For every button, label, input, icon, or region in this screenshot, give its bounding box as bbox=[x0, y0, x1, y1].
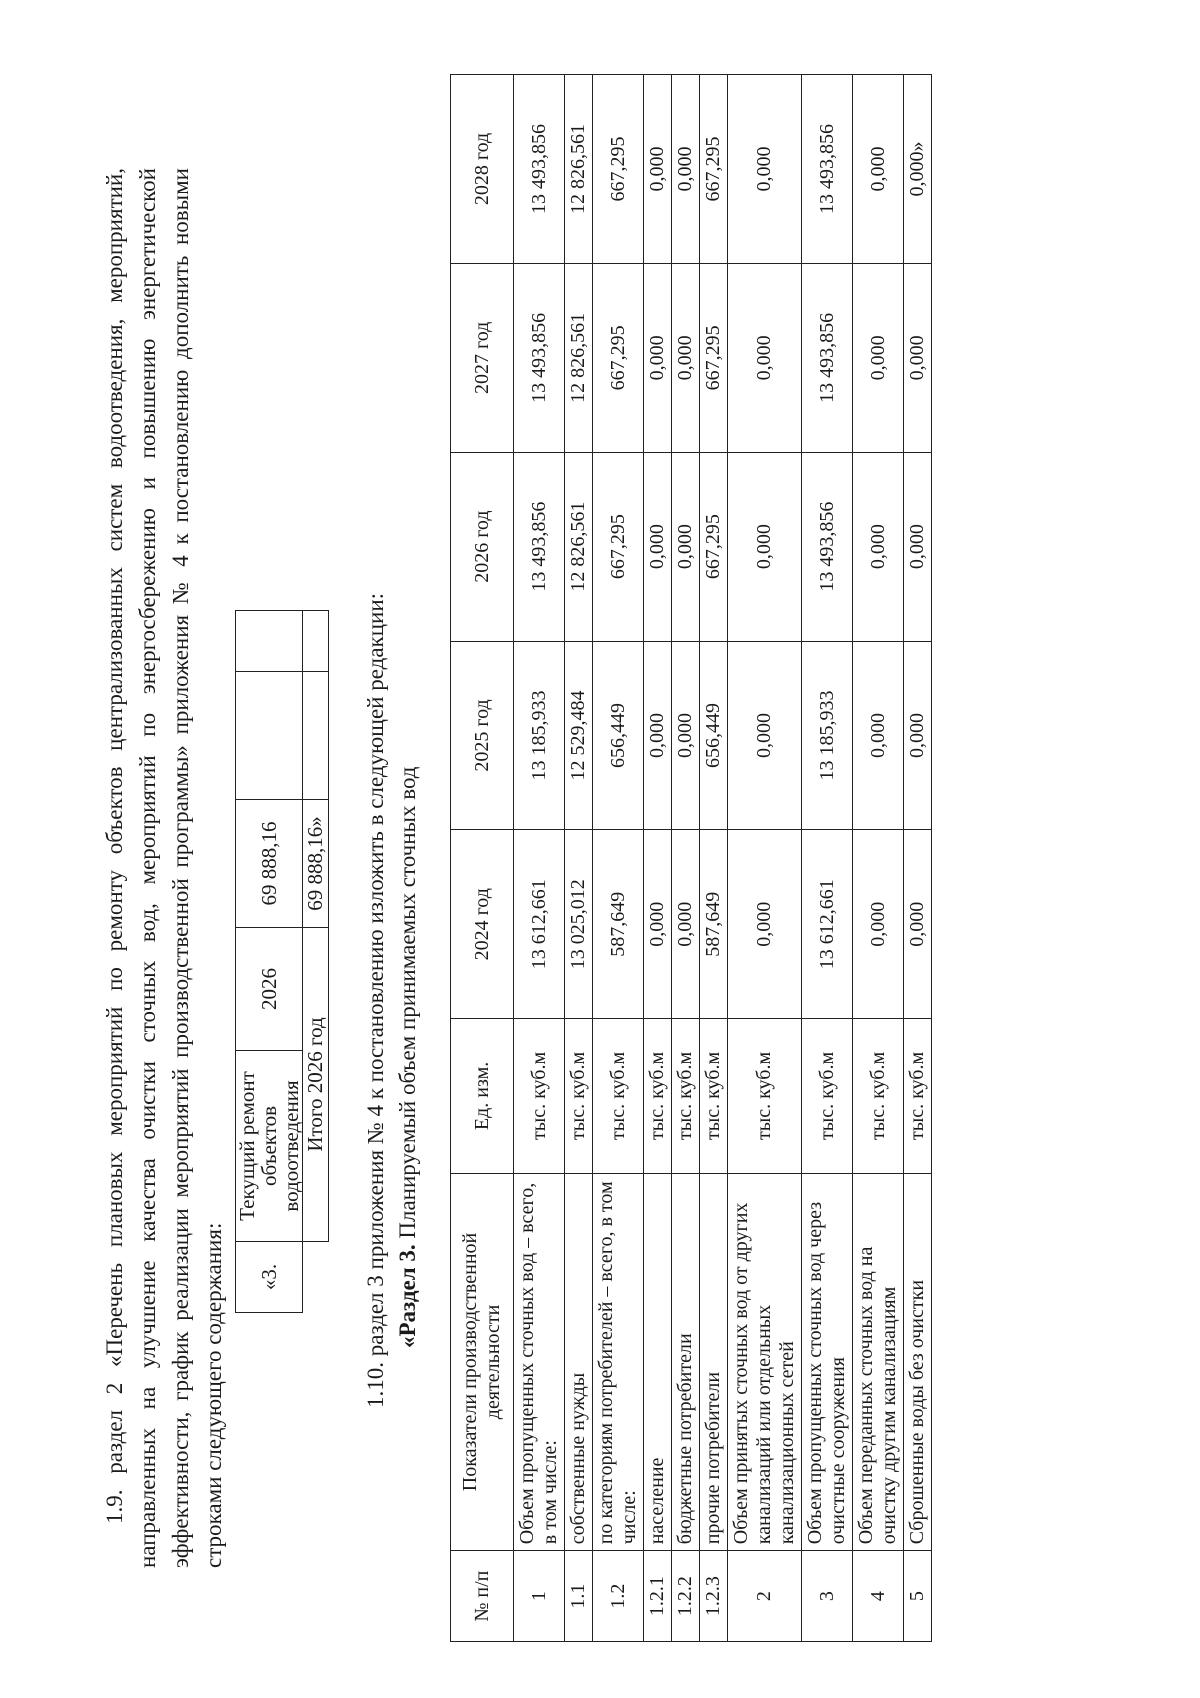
row-unit: тыс. куб.м bbox=[904, 1019, 932, 1173]
table-row bbox=[644, 75, 672, 1642]
table-row bbox=[700, 75, 728, 1642]
table-header-cell: 2025 год bbox=[451, 641, 514, 830]
events-row-amount: 69 888,16 bbox=[236, 800, 303, 928]
table-header-cell: № п/п bbox=[451, 1551, 514, 1642]
value-2026: 13 493,856 bbox=[802, 452, 853, 641]
row-number: 5 bbox=[904, 1551, 932, 1642]
value-2024: 13 612,661 bbox=[802, 830, 853, 1019]
row-unit: тыс. куб.м bbox=[672, 1019, 700, 1173]
row-number: 1.2.1 bbox=[644, 1551, 672, 1642]
value-2024: 0,000 bbox=[728, 830, 802, 1019]
table-header-cell: Показатели производственной деятельности bbox=[451, 1173, 514, 1551]
value-2027: 667,295 bbox=[593, 263, 644, 452]
section-title-bold: «Раздел 3. bbox=[395, 1244, 420, 1348]
table-row bbox=[802, 75, 853, 1642]
paragraph-1-9: 1.9. раздел 2 «Перечень плановых мероприятий по ремонту объектов централизованных систем водоотведения, мероприятий, направленных на улучшение качества очистки сточных вод, мероприятий по энергосбережению и повышению энергетической эффективности, график реализации мероприятий производственной программы» приложения № 4 к постановлению дополнить новыми строками следующего содержания: bbox=[102, 168, 226, 1568]
value-2025: 656,449 bbox=[593, 641, 644, 830]
events-table bbox=[235, 610, 329, 1313]
value-2027: 667,295 bbox=[700, 263, 728, 452]
value-2026: 0,000 bbox=[853, 452, 904, 641]
value-2025: 656,449 bbox=[700, 641, 728, 830]
table-body bbox=[514, 75, 932, 1642]
value-2024: 0,000 bbox=[904, 830, 932, 1019]
table-header-row bbox=[451, 75, 514, 1642]
row-unit: тыс. куб.м bbox=[565, 1019, 593, 1173]
table-row bbox=[593, 75, 644, 1642]
row-unit: тыс. куб.м bbox=[700, 1019, 728, 1173]
row-indicator: население bbox=[644, 1173, 672, 1551]
value-2024: 0,000 bbox=[672, 830, 700, 1019]
value-2025: 0,000 bbox=[728, 641, 802, 830]
row-number: 1.2.3 bbox=[700, 1551, 728, 1642]
value-2025: 0,000 bbox=[904, 641, 932, 830]
table-row bbox=[904, 75, 932, 1642]
value-2024: 13 612,661 bbox=[514, 830, 565, 1019]
value-2025: 0,000 bbox=[853, 641, 904, 830]
events-row-num: «3. bbox=[236, 1242, 303, 1313]
row-number: 3 bbox=[802, 1551, 853, 1642]
table-row bbox=[514, 75, 565, 1642]
value-2027: 0,000 bbox=[728, 263, 802, 452]
row-number: 1 bbox=[514, 1551, 565, 1642]
events-row-name: Текущий ремонт объектов водоотведения bbox=[236, 1051, 303, 1242]
row-unit: тыс. куб.м bbox=[853, 1019, 904, 1173]
value-2028: 12 826,561 bbox=[565, 75, 593, 264]
table-row bbox=[853, 75, 904, 1642]
value-2025: 12 529,484 bbox=[565, 641, 593, 830]
row-number: 1.1 bbox=[565, 1551, 593, 1642]
table-row bbox=[565, 75, 593, 1642]
row-indicator: Объем пропущенных сточных вод через очистные сооружения bbox=[802, 1173, 853, 1551]
section-title-rest: Планируемый объем принимаемых сточных вод bbox=[395, 766, 420, 1245]
value-2028: 0,000 bbox=[728, 75, 802, 264]
row-number: 4 bbox=[853, 1551, 904, 1642]
row-number: 1.2.2 bbox=[672, 1551, 700, 1642]
value-2026: 0,000 bbox=[728, 452, 802, 641]
wastewater-volume-table bbox=[450, 74, 932, 1642]
table-row bbox=[672, 75, 700, 1642]
value-2028: 0,000 bbox=[644, 75, 672, 264]
events-row-year: 2026 bbox=[236, 928, 303, 1051]
value-2026: 13 493,856 bbox=[514, 452, 565, 641]
row-unit: тыс. куб.м bbox=[728, 1019, 802, 1173]
events-total-row bbox=[303, 611, 329, 1313]
row-indicator: бюджетные потребители bbox=[672, 1173, 700, 1551]
value-2028: 0,000» bbox=[904, 75, 932, 264]
value-2027: 12 826,561 bbox=[565, 263, 593, 452]
row-unit: тыс. куб.м bbox=[802, 1019, 853, 1173]
intro-block bbox=[98, 168, 230, 1568]
paragraph-1-10: 1.10. раздел 3 приложения № 4 к постановлению изложить в следующей редакции: bbox=[363, 592, 388, 1408]
value-2028: 13 493,856 bbox=[514, 75, 565, 264]
table-header-cell: 2027 год bbox=[451, 263, 514, 452]
value-2026: 667,295 bbox=[593, 452, 644, 641]
row-indicator: Объем пропущенных сточных вод – всего, в том числе: bbox=[514, 1173, 565, 1551]
row-unit: тыс. куб.м bbox=[514, 1019, 565, 1173]
value-2028: 667,295 bbox=[700, 75, 728, 264]
section-title bbox=[392, 108, 424, 1408]
value-2026: 0,000 bbox=[672, 452, 700, 641]
value-2027: 13 493,856 bbox=[514, 263, 565, 452]
value-2026: 0,000 bbox=[904, 452, 932, 641]
row-indicator: прочие потребители bbox=[700, 1173, 728, 1551]
row-indicator: Сброшенные воды без очистки bbox=[904, 1173, 932, 1551]
value-2027: 0,000 bbox=[904, 263, 932, 452]
row-number: 1.2 bbox=[593, 1551, 644, 1642]
events-total-label: Итого 2026 год bbox=[303, 928, 329, 1242]
events-row-empty-1 bbox=[236, 672, 303, 800]
value-2024: 587,649 bbox=[593, 830, 644, 1019]
events-total-amount: 69 888,16» bbox=[303, 800, 329, 928]
value-2025: 13 185,933 bbox=[802, 641, 853, 830]
value-2026: 0,000 bbox=[644, 452, 672, 641]
row-indicator: Объем принятых сточных вод от других канализаций или отдельных канализационных сетей bbox=[728, 1173, 802, 1551]
value-2025: 0,000 bbox=[644, 641, 672, 830]
value-2028: 667,295 bbox=[593, 75, 644, 264]
value-2026: 12 826,561 bbox=[565, 452, 593, 641]
table-header-cell: 2024 год bbox=[451, 830, 514, 1019]
value-2027: 0,000 bbox=[644, 263, 672, 452]
value-2024: 587,649 bbox=[700, 830, 728, 1019]
row-unit: тыс. куб.м bbox=[644, 1019, 672, 1173]
value-2028: 0,000 bbox=[672, 75, 700, 264]
value-2028: 13 493,856 bbox=[802, 75, 853, 264]
events-row-empty-2 bbox=[236, 611, 303, 672]
table-header-cell: Ед. изм. bbox=[451, 1019, 514, 1173]
value-2024: 0,000 bbox=[644, 830, 672, 1019]
row-number: 2 bbox=[728, 1551, 802, 1642]
table-header-cell: 2026 год bbox=[451, 452, 514, 641]
value-2025: 13 185,933 bbox=[514, 641, 565, 830]
value-2027: 13 493,856 bbox=[802, 263, 853, 452]
row-unit: тыс. куб.м bbox=[593, 1019, 644, 1173]
section-intro bbox=[360, 108, 424, 1408]
value-2027: 0,000 bbox=[853, 263, 904, 452]
row-indicator: Объем переданных сточных вод на очистку другим канализациям bbox=[853, 1173, 904, 1551]
value-2025: 0,000 bbox=[672, 641, 700, 830]
row-indicator: по категориям потребителей – всего, в том числе: bbox=[593, 1173, 644, 1551]
table-row bbox=[728, 75, 802, 1642]
events-row bbox=[236, 611, 303, 1313]
table-header-cell: 2028 год bbox=[451, 75, 514, 264]
value-2026: 667,295 bbox=[700, 452, 728, 641]
value-2024: 13 025,012 bbox=[565, 830, 593, 1019]
value-2027: 0,000 bbox=[672, 263, 700, 452]
value-2028: 0,000 bbox=[853, 75, 904, 264]
value-2024: 0,000 bbox=[853, 830, 904, 1019]
row-indicator: собственные нужды bbox=[565, 1173, 593, 1551]
